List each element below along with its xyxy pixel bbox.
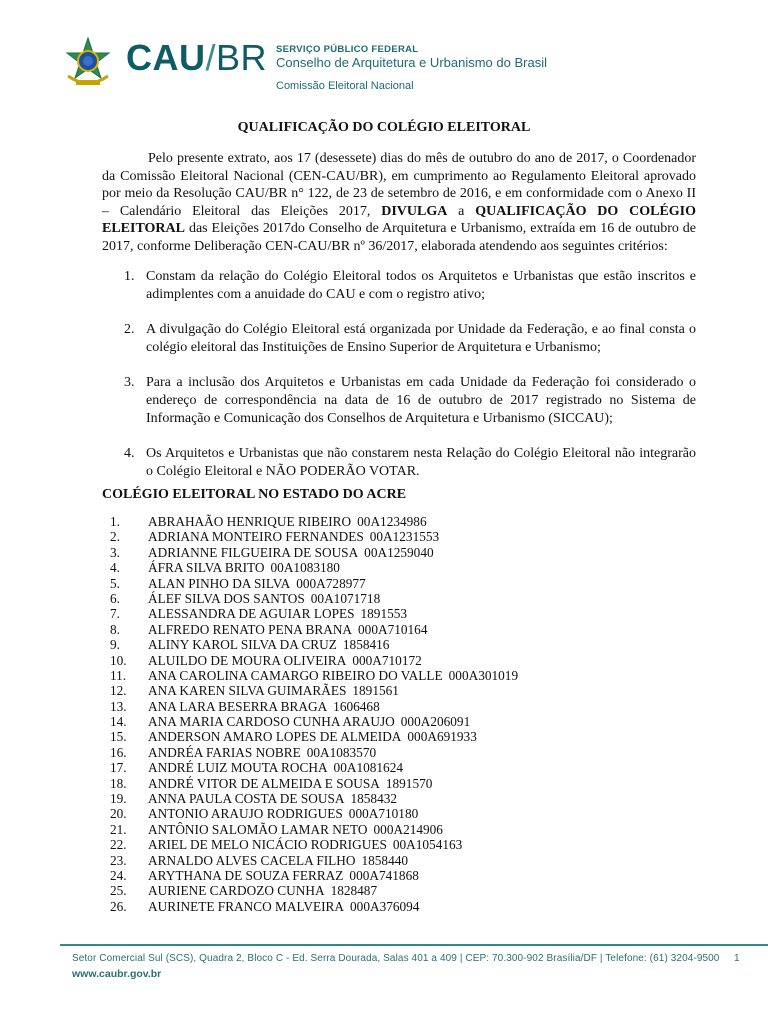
criteria-item: 1. Constam da relação do Colégio Eleitoral todos os Arquitetos e Urbanistas que estão inscritos e adimplentes com a anuidade do CAU e com o registro ativo; [124,269,696,302]
coat-of-arms-icon [60,36,116,90]
list-item: 23. ARNALDO ALVES CACELA FILHO 1858440 [110,852,409,868]
page-number: 1 [734,953,740,964]
list-item: 25. AURIENE CARDOZO CUNHA 1828487 [110,883,378,899]
council-name: Conselho de Arquitetura e Urbanismo do Brasil [276,55,547,70]
brand-logo: CAU/BR [126,37,268,78]
criteria-item: 4. Os Arquitetos e Urbanistas que não constarem nesta Relação do Colégio Eleitoral não integrarão o Colégio Eleitoral e NÃO PODERÃO VOTAR. [124,446,696,479]
list-item: 3. ADRIANNE FILGUEIRA DE SOUSA 00A1259040 [110,544,434,560]
list-item: 18. ANDRÉ VITOR DE ALMEIDA E SOUSA 1891570 [110,775,433,791]
footer-address: Setor Comercial Sul (SCS), Quadra 2, Bloco C - Ed. Serra Dourada, Salas 401 a 409 | CEP: 70.300-902 Brasília/DF | Telefone: (61) 3204-9500 [72,953,720,964]
list-item: 9. ALINY KAROL SILVA DA CRUZ 1858416 [110,637,390,653]
list-item: 1. ABRAHAÃO HENRIQUE RIBEIRO 00A1234986 [110,514,427,529]
list-item: 10. ALUILDO DE MOURA OLIVEIRA 000A710172 [110,652,422,668]
list-item: 20. ANTONIO ARAUJO RODRIGUES 000A710180 [110,806,419,822]
list-item: 5. ALAN PINHO DA SILVA 000A728977 [110,575,366,591]
section-title: COLÉGIO ELEITORAL NO ESTADO DO ACRE [102,487,407,502]
criteria-item: 3. Para a inclusão dos Arquitetos e Urbanistas em cada Unidade da Federação foi considerado o endereço de correspondência na data de 16 de outubro de 2017 registrado no Sistema de Informação e Comunicação dos Conselhos de Arquitetura e Urbanismo (SICCAU); [124,375,696,426]
list-item: 21. ANTÔNIO SALOMÃO LAMAR NETO 000A214906 [110,821,443,837]
list-item: 16. ANDRÉA FARIAS NOBRE 00A1083570 [110,744,377,760]
intro-bold-title: QUALIFICAÇÃO DO COLÉGIO ELEITORAL [102,203,697,237]
list-item: 2. ADRIANA MONTEIRO FERNANDES 00A1231553 [110,529,440,545]
list-item: 4. ÁFRA SILVA BRITO 00A1083180 [110,560,340,576]
document-title: QUALIFICAÇÃO DO COLÉGIO ELEITORAL [237,120,531,135]
list-item: 7. ALESSANDRA DE AGUIAR LOPES 1891553 [110,606,408,622]
list-item: 11. ANA CAROLINA CAMARGO RIBEIRO DO VALLE 000A301019 [110,667,519,683]
list-item: 19. ANNA PAULA COSTA DE SOUSA 1858432 [110,791,398,807]
list-item: 15. ANDERSON AMARO LOPES DE ALMEIDA 000A691933 [110,729,477,745]
list-item: 14. ANA MARIA CARDOSO CUNHA ARAUJO 000A206091 [110,714,471,730]
letterhead [60,36,700,100]
commission-name: Comissão Eleitoral Nacional [276,80,414,92]
list-item: 24. ARYTHANA DE SOUZA FERRAZ 000A741868 [110,867,419,883]
criteria-list [102,268,696,498]
intro-paragraph: Pelo presente extrato, aos 17 (desessete) dias do mês de outubro do ano de 2017, o Coordenador da Comissão Eleitoral Nacional (CEN-CAU/BR), em cumprimento ao Regulamento Eleitoral aprovado por meio da Resolução CAU/BR n° 122, de 23 de setembro de 2016, e em conformidade com o Anexo II – Calendário Eleitoral das Eleições 2017, DIVULGA a QUALIFICAÇÃO DO COLÉGIO ELEITORAL das Eleições 2017do Conselho de Arquitetura e Urbanismo, extraída em 16 de outubro de 2017, conforme Deliberação CEN-CAU/BR nº 36/2017, elaborada atendendo aos seguintes critérios: [102,151,697,254]
list-item: 17. ANDRÉ LUIZ MOUTA ROCHA 00A1081624 [110,760,403,776]
service-label: SERVIÇO PÚBLICO FEDERAL [276,44,419,55]
list-item: 26. AURINETE FRANCO MALVEIRA 000A376094 [110,898,420,914]
intro-verb: DIVULGA [381,203,448,219]
footer-website-link[interactable]: www.caubr.gov.br [72,968,162,980]
footer-divider [60,944,768,946]
list-item: 22. ARIEL DE MELO NICÁCIO RODRIGUES 00A1054163 [110,837,463,853]
list-item: 12. ANA KAREN SILVA GUIMARÃES 1891561 [110,683,399,699]
list-item: 8. ALFREDO RENATO PENA BRANA 000A710164 [110,621,428,637]
list-item: 6. ÁLEF SILVA DOS SANTOS 00A1071718 [110,590,381,606]
criteria-item: 2. A divulgação do Colégio Eleitoral está organizada por Unidade da Federação, e ao final consta o colégio eleitoral das Instituições de Ensino Superior de Arquitetura e Urbanismo; [124,322,696,355]
list-item: 13. ANA LARA BESERRA BRAGA 1606468 [110,698,380,714]
members-list [110,514,518,914]
